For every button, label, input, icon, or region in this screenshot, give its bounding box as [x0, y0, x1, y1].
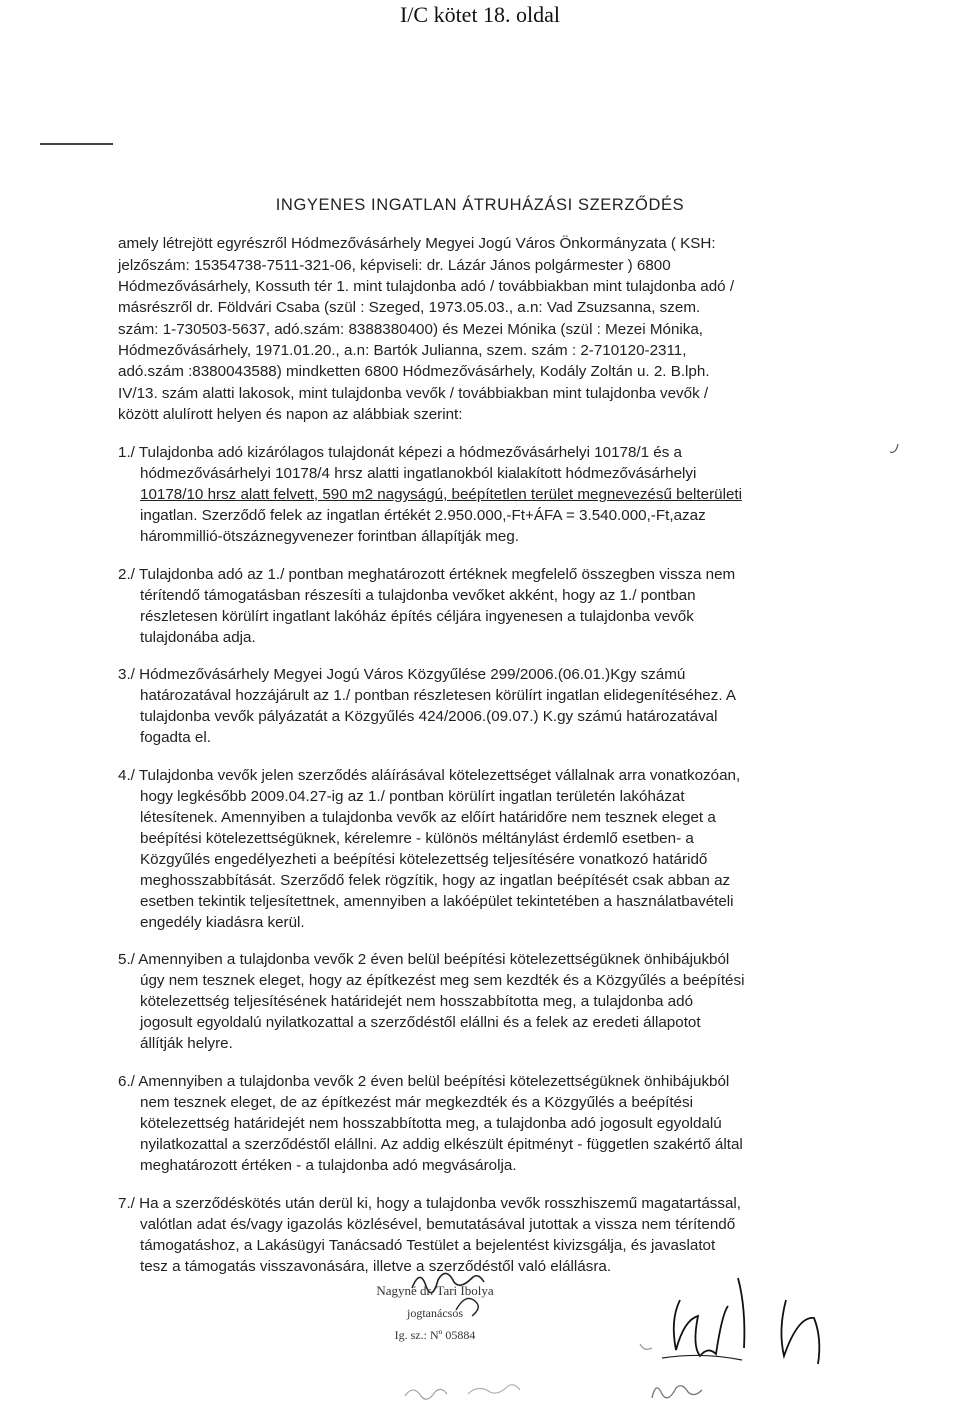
section-7-line: 7./ Ha a szerződéskötés után derül ki, hogy a tulajdonba vevők rosszhiszemű magatartással,: [118, 1195, 742, 1212]
section-2-line: térítendő támogatásban részesíti a tulajdonba vevőket akként, hogy az 1./ pontban: [140, 587, 696, 604]
intro-line: adó.szám :8380043588) mindketten 6800 Hódmezővásárhely, Kodály Zoltán u. 2. B.lph.: [118, 363, 710, 380]
section-4-line: Közgyűlés engedélyezheti a beépítési kötelezettség teljesítésére vonatkozó határidő: [140, 851, 708, 868]
section-2-line: részletesen körülírt ingatlant lakóház építés céljára ingyenesen a tulajdonba vevők: [140, 608, 694, 625]
section-4-line: meghosszabbítását. Szerződő felek rögzítik, hogy az ingatlan beépítését csak abban az: [140, 872, 731, 889]
section-1-line: hódmezővásárhelyi 10178/4 hrsz alatti ingatlanokból kialakított hódmezővásárhelyi: [140, 465, 697, 482]
section-2-line: 2./ Tulajdonba adó az 1./ pontban meghatározott értéknek megfelelő összegben vissza nem: [118, 566, 736, 583]
section-4-line: esetben tekintik teljesítettnek, amennyiben a lakóépület tekintetében a használatbavételi: [140, 893, 734, 910]
section-1-line: 10178/10 hrsz alatt felvett, 590 m2 nagyságú, beépítetlen terület megnevezésű belterületi: [140, 486, 742, 503]
intro-line: amely létrejött egyrészről Hódmezővásárhely Megyei Jogú Város Önkormányzata ( KSH:: [118, 235, 716, 252]
page-header: I/C kötet 18. oldal: [399, 2, 561, 27]
stamp-registration: Ig. sz.: Nº 05884: [394, 1328, 476, 1342]
section-3-line: 3./ Hódmezővásárhely Megyei Jogú Város Közgyűlése 299/2006.(06.01.)Kgy számú: [118, 666, 686, 683]
section-4-line: beépítési kötelezettségüknek, kérelemre - különös méltánylást érdemlő esetben- a: [140, 830, 694, 847]
section-5-line: 5./ Amennyiben a tulajdonba vevők 2 éven belül beépítési kötelezettségüknek önhibájukból: [118, 951, 730, 968]
section-6-line: kötelezettség határidejét nem hosszabbította meg, a tulajdonba adó jogosult egyoldalú: [140, 1115, 722, 1132]
intro-line: szám: 1-730503-5637, adó.szám: 8388380400) és Mezei Mónika (szül : Mezei Mónika,: [118, 321, 704, 338]
lawyer-stamp: [320, 1280, 550, 1346]
intro-line: Hódmezővásárhely, Kossuth tér 1. mint tulajdonba adó / továbbiakban mint tulajdonba adó /: [118, 278, 735, 295]
section-6-line: 6./ Amennyiben a tulajdonba vevők 2 éven belül beépítési kötelezettségüknek önhibájukból: [118, 1073, 730, 1090]
section-4-line: hogy legkésőbb 2009.04.27-ig az 1./ pontban körülírt ingatlan területén lakóházat: [140, 788, 685, 805]
section-6-line: nem tesznek eleget, de az építkezést már megkezdték és a Közgyűlés a beépítési: [140, 1094, 693, 1111]
stamp-name: Nagyné dr. Tari Ibolya: [376, 1283, 494, 1298]
section-4-line: létesítenek. Amennyiben a tulajdonba vevők az előírt határidőre nem tesznek eleget a: [140, 809, 716, 826]
intro-line: Hódmezővásárhely, 1971.01.20., a.n: Bartók Julianna, szem. szám : 2-710120-2311,: [118, 342, 687, 359]
section-5-line: kötelezettség teljesítésének határidejét nem hosszabbította meg, a tulajdonba adó: [140, 993, 694, 1010]
section-1-line: ingatlan. Szerződő felek az ingatlan értékét 2.950.000,-Ft+ÁFA = 3.540.000,-Ft,azaz: [140, 507, 706, 524]
section-3-line: fogadta el.: [140, 729, 211, 746]
intro-line: között alulírott helyen és napon az alábbiak szerint:: [118, 406, 463, 423]
section-5-line: állítják helyre.: [140, 1035, 233, 1052]
section-2-line: tulajdonába adja.: [140, 629, 256, 646]
section-1-line: 1./ Tulajdonba adó kizárólagos tulajdonát képezi a hódmezővásárhelyi 10178/1 és a: [118, 444, 683, 461]
section-4-line: engedély kiadásra kerül.: [140, 914, 305, 931]
section-1-line: hárommillió-ötszáznegyvenezer forintban állapítják meg.: [140, 528, 520, 545]
section-5-line: jogosult egyoldalú nyilatkozattal a szerződéstől elállni és a felek az eredeti állapotot: [140, 1014, 701, 1031]
section-3-line: tulajdonba vevők pályázatát a Közgyűlés 424/2006.(09.07.) K.gy számú határozatával: [140, 708, 718, 725]
intro-line: jelzőszám: 15354738-7511-321-06, képviseli: dr. Lázár János polgármester ) 6800: [118, 257, 671, 274]
intro-line: másrészről dr. Földvári Csaba (szül : Szeged, 1973.05.03., a.n: Vad Zsuzsanna, szem.: [118, 299, 701, 316]
stamp-role: jogtanácsos: [407, 1306, 463, 1320]
section-6-line: nyilatkozattal a szerződéstől elállni. Az addig elkészült épitményt - független szakértő által: [140, 1136, 743, 1153]
section-7-line: valótlan adat és/vagy igazolás közlésével, bemutatásával jutottak a vissza nem térítendő: [140, 1216, 736, 1233]
section-7-line: tesz a támogatás visszavonására, illetve a szerződéstől való elállásra.: [140, 1258, 612, 1275]
section-6-line: meghatározott értéken - a tulajdonba adó megvásárolja.: [140, 1157, 517, 1174]
scan-mark: [40, 143, 113, 145]
intro-line: IV/13. szám alatti lakosok, mint tulajdonba vevők / továbbiakban mint tulajdonba vevők /: [118, 385, 709, 402]
section-4-line: 4./ Tulajdonba vevők jelen szerződés aláírásával kötelezettséget vállalnak arra vonatkozóan,: [118, 767, 741, 784]
document-title: INGYENES INGATLAN ÁTRUHÁZÁSI SZERZŐDÉS: [275, 196, 685, 214]
section-3-line: határozatával hozzájárult az 1./ pontban részletesen körülírt ingatlan elidegenítéséhez. A: [140, 687, 737, 704]
section-7-line: támogatáshoz, a Lakásügyi Tanácsadó Testület a bejelentést kivizsgálja, és javaslatot: [140, 1237, 716, 1254]
section-5-line: úgy nem tesznek eleget, hogy az építkezést meg sem kezdték és a Közgyűlés a beépítési: [140, 972, 745, 989]
